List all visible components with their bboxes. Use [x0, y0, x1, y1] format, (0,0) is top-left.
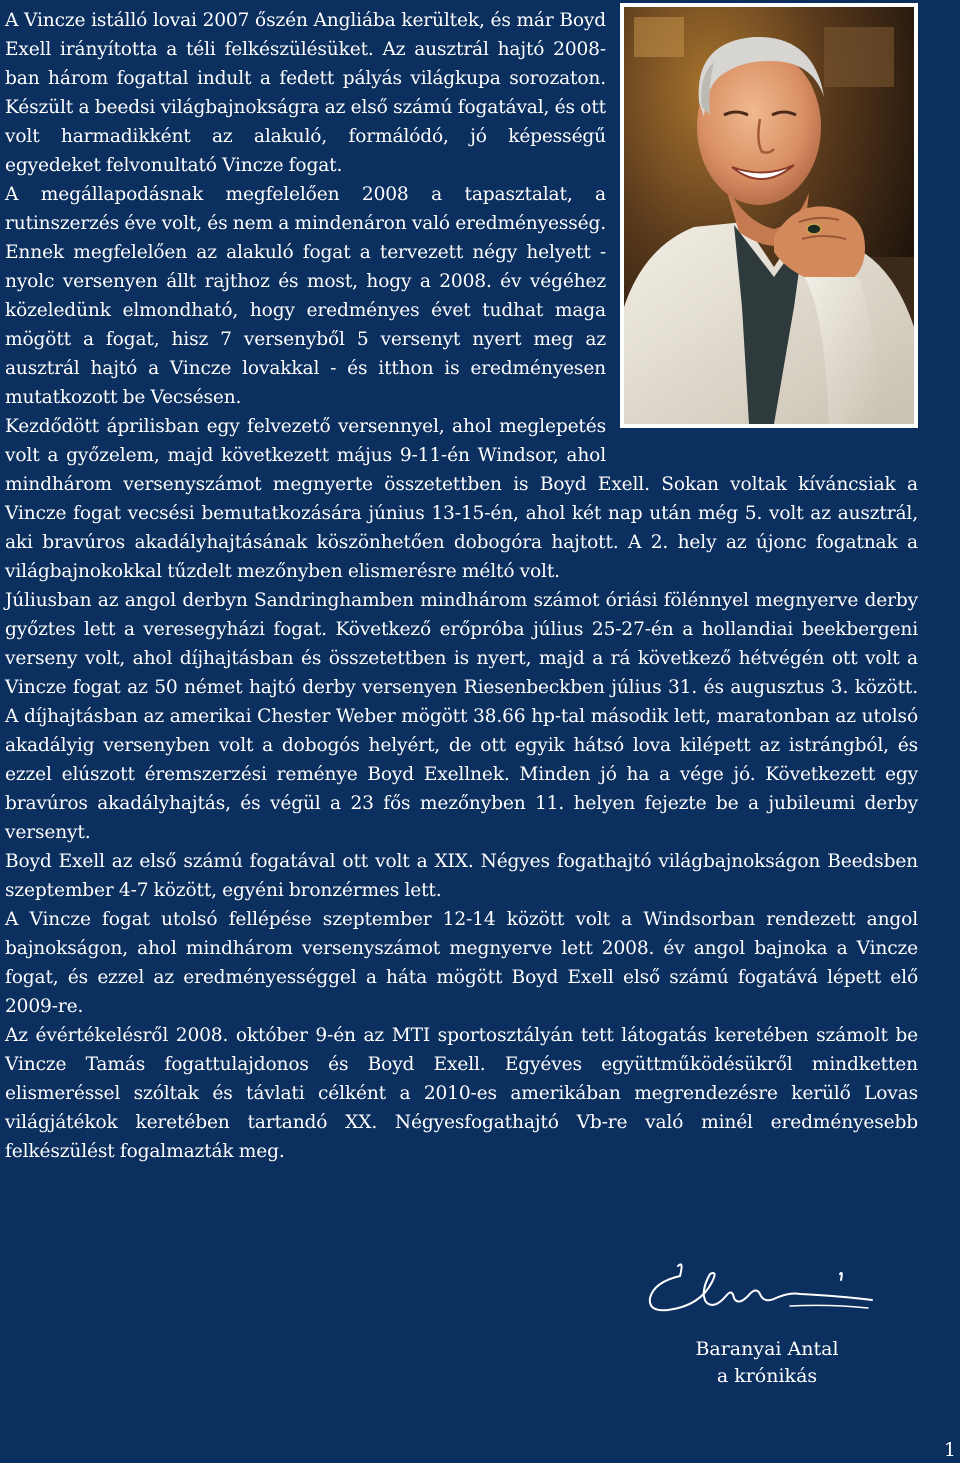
handwritten-signature — [640, 1252, 890, 1332]
paragraph-2: A megállapodásnak megfelelően 2008 a tapasztalat, a rutinszerzés éve volt, és nem a mindenáron való eredményesség. Ennek megfelelően az alakuló fogat a tervezett négy helyett - nyolc versenyen állt rajthoz és most, hogy a 2008. év végéhez közeledünk elmondható, hogy eredményes évet tudhat maga mögött a fogat, hisz 7 versenyből 5 versenyt nyert meg az ausztrál hajtó a Vincze lovakkal - és itthon is eredményesen mutatkozott be Vecsésen. — [5, 184, 606, 408]
paragraph-3: Kezdődött áprilisban egy felvezető versennyel, ahol meglepetés volt a győzelem, majd következett május 9-11-én Windsor, ahol mindhárom versenyszámot megnyerte összetettben is Boyd Exell. Sokan voltak kíváncsiak a Vincze fogat vecsési bemutatkozására június 13-15-én, ahol két nap után még 5. volt az ausztrál, aki bravúros akadályhajtásának köszönhetően dobogóra hajtott. A 2. hely az újonc fogatnak a világbajnokokkal tűzdelt mezőnyben elismerésre méltó volt. — [5, 416, 918, 582]
paragraph-6: A Vincze fogat utolsó fellépése szeptember 12-14 között volt a Windsorban rendezett angol bajnokságon, ahol mindhárom versenyszámot megnyerve lett 2008. év angol bajnoka a Vincze fogat, és ezzel az eredményességgel a háta mögött Boyd Exell első számú fogatává lépett elő 2009-re. — [5, 909, 918, 1017]
paragraph-5: Boyd Exell az első számú fogatával ott volt a XIX. Négyes fogathajtó világbajnokságon Beedsben szeptember 4-7 között, egyéni bronzérmes lett. — [5, 851, 918, 901]
paragraph-1: A Vincze istálló lovai 2007 őszén Angliába kerültek, és már Boyd Exell irányította a téli felkészülésüket. Az ausztrál hajtó 2008-ban három fogattal indult a fedett pályás világkupa sorozaton. Készült a beedsi világbajnokságra az első számú fogatával, és ott volt harmadikként az alakuló, formálódó, jó képességű egyedeket felvonultató Vincze fogat. — [5, 10, 606, 176]
author-role: a krónikás — [716, 1365, 818, 1387]
signature-icon — [640, 1252, 890, 1332]
author-name: Baranyai Antal — [695, 1338, 839, 1360]
author-block — [672, 1336, 862, 1390]
paragraph-4: Júliusban az angol derbyn Sandringhamben mindhárom számot óriási fölénnyel megnyerve derby győztes lett a veresegyházi fogat. Következő erőpróba július 25-27-én a hollandiai beekbergeni verseny volt, ahol díjhajtásban és összetettben is nyert, majd a rá következő hétvégén ott volt a Vincze fogat az 50 német hajtó derby versenyen Riesenbeckben július 31. és augusztus 3. között. A díjhajtásban az amerikai Chester Weber mögött 38.66 hp-tal második lett, maratonban az utolsó akadályig versenyben volt a dobogós helyért, de ott egyik hátsó lova kilépett az istrángból, és ezzel elúszott éremszerzési reménye Boyd Exellnek. Minden jó ha a vége jó. Következett egy bravúros akadályhajtás, és végül a 23 fős mezőnyben 11. helyen fejezte be a jubileumi derby versenyt. — [5, 590, 918, 843]
paragraph-7: Az évértékelésről 2008. október 9-én az MTI sportosztályán tett látogatás keretében számolt be Vincze Tamás fogattulajdonos és Boyd Exell. Egyéves együttműködésükről mindketten elismeréssel szóltak és távlati célként a 2010-es amerikában megrendezésre kerülő Lovas világjátékok keretében tartandó XX. Négyesfogathajtó Vb-re való minél eredményesebb felkészülést fogalmazták meg. — [5, 1025, 918, 1162]
photo-spacer — [606, 6, 918, 444]
page-number: 1 — [943, 1439, 956, 1461]
article-body — [5, 6, 918, 1166]
